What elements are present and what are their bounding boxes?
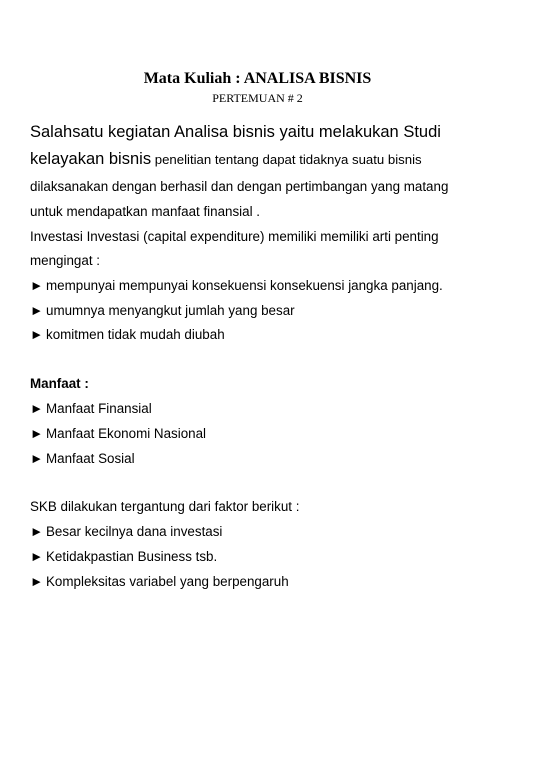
manfaat-heading: Manfaat : xyxy=(30,376,89,391)
manfaat-bullet-text: Manfaat Sosial xyxy=(46,451,135,466)
bullet-arrow-icon: ► xyxy=(30,524,44,539)
bullet-arrow-icon: ► xyxy=(30,574,44,589)
intro-line-2-emphasis: kelayakan bisnis xyxy=(30,150,152,168)
intro-line-2-rest: penelitian tentang dapat tidaknya suatu bisnis xyxy=(151,152,422,167)
bullet-arrow-icon: ► xyxy=(30,426,44,441)
investasi-bullet-item xyxy=(30,326,225,344)
bullet-arrow-icon: ► xyxy=(30,451,44,466)
skb-bullet-item xyxy=(30,523,222,541)
skb-bullet-text: Besar kecilnya dana investasi xyxy=(46,524,223,539)
bullet-arrow-icon: ► xyxy=(30,401,44,416)
manfaat-bullet-item xyxy=(30,450,135,468)
document-title: Mata Kuliah : ANALISA BISNIS xyxy=(143,70,372,87)
skb-bullet-text: Ketidakpastian Business tsb. xyxy=(46,549,218,564)
skb-intro: SKB dilakukan tergantung dari faktor berikut : xyxy=(30,499,300,514)
investasi-line-2: mengingat : xyxy=(30,253,100,268)
intro-line-2 xyxy=(30,150,422,169)
investasi-bullet-text: umumnya menyangkut jumlah yang besar xyxy=(46,303,295,318)
intro-line-3: dilaksanakan dengan berhasil dan dengan pertimbangan yang matang xyxy=(30,179,449,194)
investasi-bullet-text: komitmen tidak mudah diubah xyxy=(46,327,225,342)
bullet-arrow-icon: ► xyxy=(30,327,44,342)
investasi-bullet-text: mempunyai mempunyai konsekuensi konsekuensi jangka panjang. xyxy=(46,278,443,293)
intro-line-4: untuk mendapatkan manfaat finansial . xyxy=(30,204,261,219)
bullet-arrow-icon: ► xyxy=(30,303,44,318)
bullet-arrow-icon: ► xyxy=(30,549,44,564)
investasi-bullet-item xyxy=(30,277,443,295)
manfaat-bullet-item xyxy=(30,425,206,443)
manfaat-bullet-text: Manfaat Ekonomi Nasional xyxy=(46,426,207,441)
investasi-bullet-item xyxy=(30,302,295,320)
skb-bullet-item xyxy=(30,548,217,566)
intro-line-1: Salahsatu kegiatan Analisa bisnis yaitu melakukan Studi xyxy=(30,123,441,141)
bullet-arrow-icon: ► xyxy=(30,278,44,293)
investasi-line-1: Investasi Investasi (capital expenditure) memiliki memiliki arti penting xyxy=(30,229,439,244)
manfaat-bullet-text: Manfaat Finansial xyxy=(46,401,152,416)
skb-bullet-item xyxy=(30,573,289,591)
document-subtitle: PERTEMUAN # 2 xyxy=(212,91,303,105)
manfaat-bullet-item xyxy=(30,400,152,418)
skb-bullet-text: Kompleksitas variabel yang berpengaruh xyxy=(46,574,289,589)
